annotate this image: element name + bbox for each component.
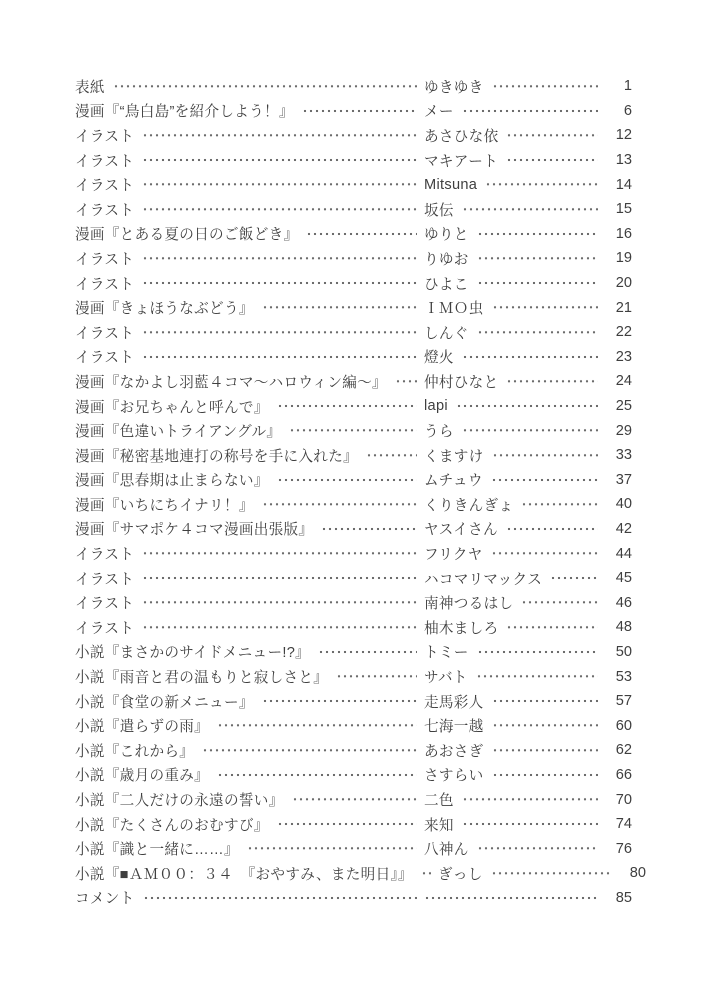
entry-title: イラスト [75, 128, 135, 145]
entry-title: イラスト [75, 276, 135, 293]
toc-row [75, 836, 632, 861]
entry-author: 坂伝 [424, 202, 454, 219]
dot-leader-title [262, 295, 417, 320]
author-column [424, 541, 602, 566]
entry-page: 33 [615, 447, 632, 464]
toc-row [75, 812, 632, 837]
entry-page: 14 [615, 176, 632, 193]
entry-title: 漫画『とある夏の日のご飯どき』 [75, 227, 299, 244]
entry-author: ひよこ [424, 276, 469, 293]
toc-row [75, 738, 632, 763]
entry-page: 80 [629, 865, 646, 882]
dot-leader-author [462, 345, 598, 370]
dot-leader-author [462, 812, 598, 837]
dot-leader-title [217, 713, 417, 738]
entry-title: イラスト [75, 153, 135, 170]
dot-leader-author [476, 664, 598, 689]
author-column [424, 468, 602, 493]
entry-title: 表紙 [75, 79, 105, 96]
entry-author: ゆりと [424, 227, 469, 244]
entry-author: 七海一越 [424, 719, 484, 736]
dot-leader-author [485, 172, 598, 197]
entry-author: さすらい [424, 768, 484, 785]
entry-author: Mitsuna [424, 176, 478, 193]
entry-page: 21 [615, 299, 632, 316]
entry-page: 22 [615, 324, 632, 341]
entry-page: 16 [615, 225, 632, 242]
entry-title: イラスト [75, 620, 135, 637]
dot-leader-title [277, 812, 417, 837]
dot-leader-title [336, 664, 417, 689]
dot-leader-title [421, 861, 431, 886]
toc-row [75, 271, 632, 296]
entry-author: 柚木ましろ [424, 620, 499, 637]
entry-author: 仲村ひなと [424, 374, 499, 391]
dot-leader-title [142, 123, 417, 148]
dot-leader-title [142, 590, 417, 615]
dot-leader-author [462, 418, 598, 443]
toc-row [75, 443, 632, 468]
toc-row [75, 295, 632, 320]
entry-page: 62 [615, 742, 632, 759]
dot-leader-author [506, 369, 598, 394]
entry-author: くますけ [424, 448, 484, 465]
author-column [424, 566, 602, 591]
dot-leader-title [142, 320, 417, 345]
dot-leader-author [462, 787, 598, 812]
dot-leader-author [491, 541, 598, 566]
entry-page: 48 [615, 619, 632, 636]
author-column [424, 812, 602, 837]
dot-leader-title [113, 74, 417, 99]
author-column [424, 295, 602, 320]
entry-page: 19 [615, 250, 632, 267]
entry-title: 漫画『お兄ちゃんと呼んで』 [75, 399, 269, 416]
toc-row [75, 197, 632, 222]
toc-row [75, 492, 632, 517]
dot-leader-author [506, 615, 598, 640]
entry-title: イラスト [75, 596, 135, 613]
entry-author: フリクヤ [424, 547, 483, 564]
entry-page: 24 [615, 373, 632, 390]
dot-leader-author [477, 836, 598, 861]
toc-row [75, 590, 632, 615]
author-column [424, 640, 602, 665]
entry-page: 6 [623, 102, 632, 119]
dot-leader-title [142, 172, 417, 197]
entry-page: 23 [615, 348, 632, 365]
dot-leader-author [492, 713, 598, 738]
dot-leader-author [492, 74, 598, 99]
entry-page: 29 [615, 422, 632, 439]
dot-leader-title [318, 640, 417, 665]
author-column [424, 836, 602, 861]
dot-leader-title [306, 222, 417, 247]
toc-row [75, 713, 632, 738]
dot-leader-title [142, 246, 417, 271]
entry-title: 漫画『いちにちイナリ！』 [75, 497, 254, 514]
dot-leader-author [491, 861, 612, 886]
dot-leader-title [277, 468, 417, 493]
entry-author: ハコマリマックス [424, 571, 543, 588]
entry-author: 二色 [424, 793, 454, 810]
dot-leader-title [366, 443, 417, 468]
toc-row [75, 148, 632, 173]
entry-author: lapi [424, 398, 448, 415]
entry-title: イラスト [75, 325, 135, 342]
entry-page: 57 [615, 693, 632, 710]
entry-author: 走馬彩人 [424, 694, 484, 711]
entry-author: りゆお [424, 251, 469, 268]
entry-page: 42 [615, 520, 632, 537]
author-column [424, 74, 602, 99]
entry-page: 85 [615, 889, 632, 906]
author-column [424, 590, 602, 615]
entry-author: トミー [424, 645, 469, 662]
toc-row [75, 345, 632, 370]
entry-title: イラスト [75, 350, 135, 367]
toc-row [75, 861, 646, 886]
author-column [424, 123, 602, 148]
dot-leader-author [506, 123, 598, 148]
entry-author: 八神ん [424, 842, 469, 859]
entry-title: 小説『識と一緒に……』 [75, 842, 239, 859]
dot-leader-title [302, 99, 417, 124]
entry-page: 60 [615, 717, 632, 734]
entry-title: 漫画『色違いトライアングル』 [75, 424, 282, 441]
entry-title: 小説『遣らずの雨』 [75, 719, 210, 736]
author-column [424, 492, 602, 517]
dot-leader-title [321, 517, 417, 542]
toc-row [75, 418, 632, 443]
entry-author: しんぐ [424, 325, 469, 342]
dot-leader-author [492, 763, 598, 788]
dot-leader-title [142, 148, 417, 173]
entry-page: 13 [615, 152, 632, 169]
entry-page: 20 [615, 275, 632, 292]
dot-leader-title [289, 418, 417, 443]
entry-title: 漫画『思春期は止まらない』 [75, 473, 269, 490]
author-column [438, 861, 616, 886]
entry-page: 50 [615, 643, 632, 660]
entry-title: 小説『まさかのサイドメニュー!?』 [75, 645, 311, 662]
author-column [424, 172, 602, 197]
toc-list [75, 74, 646, 910]
dot-leader-title [142, 197, 417, 222]
entry-page: 74 [615, 816, 632, 833]
entry-title: 小説『二人だけの永遠の誓い』 [75, 793, 284, 810]
author-column [424, 148, 602, 173]
dot-leader-author [462, 99, 598, 124]
entry-page: 66 [615, 766, 632, 783]
author-column [424, 738, 602, 763]
entry-title: イラスト [75, 178, 135, 195]
entry-title: 漫画『きょほうなぶどう』 [75, 301, 254, 318]
toc-row [75, 74, 632, 99]
dot-leader-author [492, 738, 598, 763]
entry-page: 45 [615, 570, 632, 587]
dot-leader-author [456, 394, 598, 419]
dot-leader-title [277, 394, 417, 419]
entry-title: 小説『たくさんのおむすび』 [75, 817, 269, 834]
dot-leader-author [521, 492, 598, 517]
toc-row [75, 787, 632, 812]
entry-title: 漫画『秘密基地連打の称号を手に入れた』 [75, 448, 358, 465]
entry-author: メー [424, 104, 454, 121]
dot-leader-title [247, 836, 417, 861]
dot-leader-author [491, 468, 598, 493]
entry-title: 小説『食堂の新メニュー』 [75, 694, 254, 711]
dot-leader-author [477, 640, 598, 665]
entry-title: 小説『雨音と君の温もりと寂しさと』 [75, 670, 329, 687]
toc-row [75, 369, 632, 394]
dot-leader-title [395, 369, 417, 394]
toc-row [75, 222, 632, 247]
author-column [424, 713, 602, 738]
author-column [424, 615, 602, 640]
toc-row [75, 394, 632, 419]
entry-title: 小説『これから』 [75, 743, 195, 760]
toc-row [75, 689, 632, 714]
dot-leader-title [202, 738, 417, 763]
author-column [424, 394, 602, 419]
author-column [424, 320, 602, 345]
entry-author: くりきんぎょ [424, 497, 514, 514]
entry-title: 漫画『“鳥白島”を紹介しよう！』 [75, 104, 294, 121]
toc-row [75, 886, 632, 911]
entry-page: 15 [615, 201, 632, 218]
dot-leader-author [550, 566, 598, 591]
toc-row [75, 664, 632, 689]
entry-author: ＩＭＯ虫 [424, 301, 484, 318]
dot-leader-author [424, 886, 598, 911]
dot-leader-title [142, 566, 417, 591]
toc-row [75, 763, 632, 788]
entry-page: 40 [615, 496, 632, 513]
author-column [424, 222, 602, 247]
dot-leader-author [462, 197, 598, 222]
toc-row [75, 566, 632, 591]
entry-title: 漫画『サマポケ４コマ漫画出張版』 [75, 522, 314, 539]
entry-author: 燈火 [424, 350, 454, 367]
author-column [424, 345, 602, 370]
dot-leader-title [262, 689, 417, 714]
entry-page: 25 [615, 398, 632, 415]
entry-title: イラスト [75, 251, 135, 268]
entry-author: ゆきゆき [424, 79, 484, 96]
author-column [424, 418, 602, 443]
entry-author: 南神つるはし [424, 596, 514, 613]
author-column [424, 517, 602, 542]
toc-row [75, 123, 632, 148]
dot-leader-author [492, 443, 598, 468]
dot-leader-title [142, 541, 417, 566]
toc-row [75, 541, 632, 566]
entry-page: 1 [623, 78, 632, 95]
toc-row [75, 640, 632, 665]
entry-author: あさひな依 [424, 128, 499, 145]
entry-author: マキアート [424, 153, 499, 170]
author-column [424, 246, 602, 271]
author-column [424, 443, 602, 468]
entry-title: イラスト [75, 571, 135, 588]
entry-author: うら [424, 424, 454, 441]
entry-author: サバト [424, 670, 468, 687]
dot-leader-title [262, 492, 417, 517]
entry-page: 12 [615, 127, 632, 144]
dot-leader-author [521, 590, 598, 615]
dot-leader-title [142, 615, 417, 640]
toc-row [75, 468, 632, 493]
dot-leader-title [143, 886, 417, 911]
entry-title: 小説『歳月の重み』 [75, 768, 210, 785]
dot-leader-title [217, 763, 417, 788]
entry-author: ヤスイさん [424, 522, 498, 539]
dot-leader-author [477, 271, 598, 296]
toc-row [75, 320, 632, 345]
author-column [424, 369, 602, 394]
dot-leader-author [492, 689, 598, 714]
dot-leader-author [477, 320, 598, 345]
dot-leader-author [477, 246, 598, 271]
author-column [424, 271, 602, 296]
dot-leader-author [477, 222, 598, 247]
dot-leader-title [292, 787, 417, 812]
entry-title: イラスト [75, 547, 135, 564]
dot-leader-author [506, 517, 598, 542]
author-column [424, 664, 602, 689]
toc-row [75, 615, 632, 640]
author-column [424, 99, 602, 124]
dot-leader-author [506, 148, 598, 173]
author-column [424, 689, 602, 714]
toc-row [75, 172, 632, 197]
toc-row [75, 246, 632, 271]
entry-page: 76 [615, 840, 632, 857]
entry-page: 70 [615, 791, 632, 808]
entry-title: イラスト [75, 202, 135, 219]
entry-page: 37 [615, 471, 632, 488]
dot-leader-author [492, 295, 598, 320]
entry-title: コメント [75, 891, 135, 908]
entry-author: 来知 [424, 817, 454, 834]
author-column [424, 197, 602, 222]
entry-page: 44 [615, 545, 632, 562]
entry-page: 46 [615, 594, 632, 611]
entry-title: 漫画『なかよし羽藍４コマ～ハロウィン編～』 [75, 374, 387, 391]
entry-title: 小説『■ＡＭ００：３４ 『おやすみ、また明日』』 [75, 866, 413, 883]
entry-author: あおさぎ [424, 743, 484, 760]
dot-leader-title [142, 345, 417, 370]
toc-row [75, 99, 632, 124]
dot-leader-title [142, 271, 417, 296]
entry-author: ムチュウ [424, 473, 483, 490]
entry-author: ぎっし [437, 866, 483, 883]
author-column [424, 787, 602, 812]
author-column [424, 763, 602, 788]
toc-row [75, 517, 632, 542]
author-column [424, 886, 602, 911]
entry-page: 53 [615, 668, 632, 685]
